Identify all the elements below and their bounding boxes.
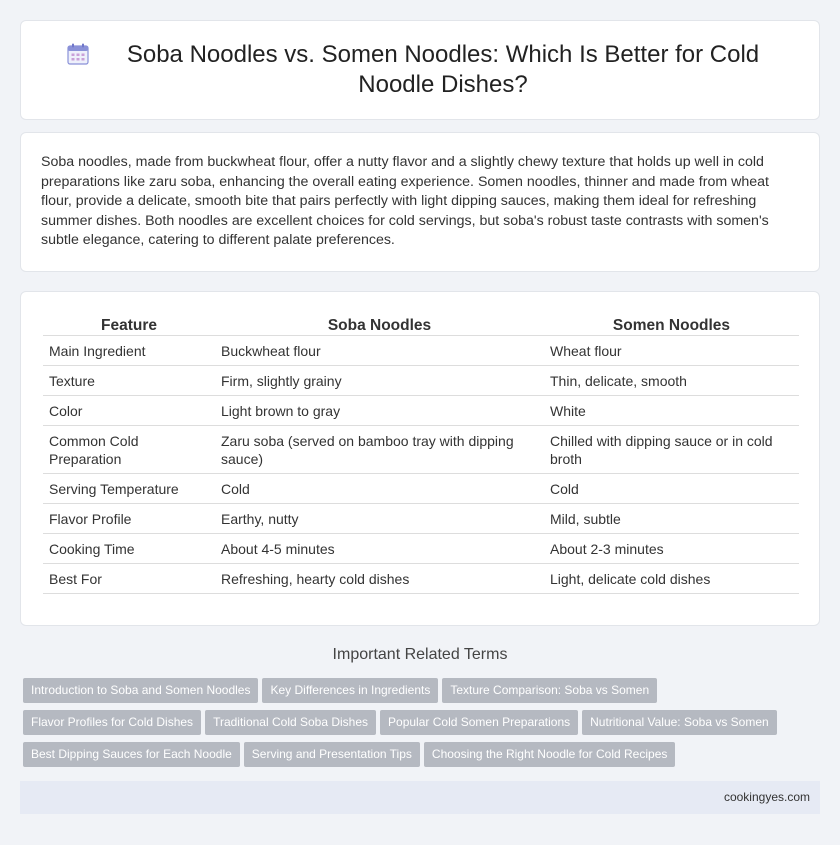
related-term-tag[interactable]: Serving and Presentation Tips [244, 742, 420, 767]
comparison-table [43, 314, 799, 594]
footer [20, 781, 820, 814]
related-term-tag[interactable]: Traditional Cold Soba Dishes [205, 710, 376, 735]
cell-soba: Zaru soba (served on bamboo tray with dipping sauce) [215, 426, 544, 474]
intro-paragraph: Soba noodles, made from buckwheat flour, offer a nutty flavor and a slightly chewy texture that holds up well in cold preparations like zaru soba, enhancing the overall eating experience. Somen noodles, thinner and made from wheat flour, provide a delicate, smooth bite that pairs perfectly with light dipping sauces, making them ideal for refreshing summer dishes. Both noodles are excellent choices for cold servings, but soba's robust taste contrasts with somen's subtle elegance, catering to different palate preferences. [41, 154, 769, 248]
related-terms-heading: Important Related Terms [332, 646, 508, 663]
tag-row [23, 742, 813, 774]
cell-somen: Cold [544, 474, 799, 504]
cell-soba: Earthy, nutty [215, 504, 544, 534]
related-term-tag[interactable]: Introduction to Soba and Somen Noodles [23, 678, 258, 703]
tag-row [23, 710, 813, 742]
comparison-card [20, 291, 820, 626]
cell-somen: Chilled with dipping sauce or in cold broth [544, 426, 799, 474]
cell-feature: Best For [43, 564, 215, 594]
cell-somen: Thin, delicate, smooth [544, 366, 799, 396]
cell-somen: About 2-3 minutes [544, 534, 799, 564]
cell-feature: Texture [43, 366, 215, 396]
cell-feature: Common Cold Preparation [43, 426, 215, 474]
cell-soba: Cold [215, 474, 544, 504]
header-somen: Somen Noodles [544, 314, 799, 336]
table-row [43, 336, 799, 366]
cell-somen: Mild, subtle [544, 504, 799, 534]
footer-site[interactable]: cookingyes.com [723, 790, 810, 804]
header-feature: Feature [43, 314, 215, 336]
table-row [43, 396, 799, 426]
cell-feature: Main Ingredient [43, 336, 215, 366]
related-term-tag[interactable]: Flavor Profiles for Cold Dishes [23, 710, 201, 735]
related-term-tag[interactable]: Best Dipping Sauces for Each Noodle [23, 742, 240, 767]
related-terms-list [23, 678, 813, 774]
related-term-tag[interactable]: Nutritional Value: Soba vs Somen [582, 710, 777, 735]
cell-soba: Refreshing, hearty cold dishes [215, 564, 544, 594]
related-term-tag[interactable]: Texture Comparison: Soba vs Somen [442, 678, 657, 703]
table-row [43, 564, 799, 594]
cell-feature: Flavor Profile [43, 504, 215, 534]
intro-card [20, 132, 820, 272]
cell-soba: Light brown to gray [215, 396, 544, 426]
table-row [43, 534, 799, 564]
table-row [43, 366, 799, 396]
title-card [20, 20, 820, 120]
cell-somen: White [544, 396, 799, 426]
page-title: Soba Noodles vs. Somen Noodles: Which Is Better for Cold Noodle Dishes? [126, 41, 760, 98]
cell-soba: About 4-5 minutes [215, 534, 544, 564]
table-row [43, 474, 799, 504]
cell-somen: Wheat flour [544, 336, 799, 366]
cell-feature: Cooking Time [43, 534, 215, 564]
related-term-tag[interactable]: Popular Cold Somen Preparations [380, 710, 578, 735]
cell-soba: Buckwheat flour [215, 336, 544, 366]
header-soba: Soba Noodles [215, 314, 544, 336]
tag-row [23, 678, 813, 710]
related-term-tag[interactable]: Choosing the Right Noodle for Cold Recipes [424, 742, 675, 767]
cell-feature: Color [43, 396, 215, 426]
calendar-icon [67, 43, 89, 65]
related-term-tag[interactable]: Key Differences in Ingredients [262, 678, 438, 703]
cell-soba: Firm, slightly grainy [215, 366, 544, 396]
table-header-row [43, 314, 799, 336]
table-row [43, 504, 799, 534]
cell-somen: Light, delicate cold dishes [544, 564, 799, 594]
table-row [43, 426, 799, 474]
cell-feature: Serving Temperature [43, 474, 215, 504]
